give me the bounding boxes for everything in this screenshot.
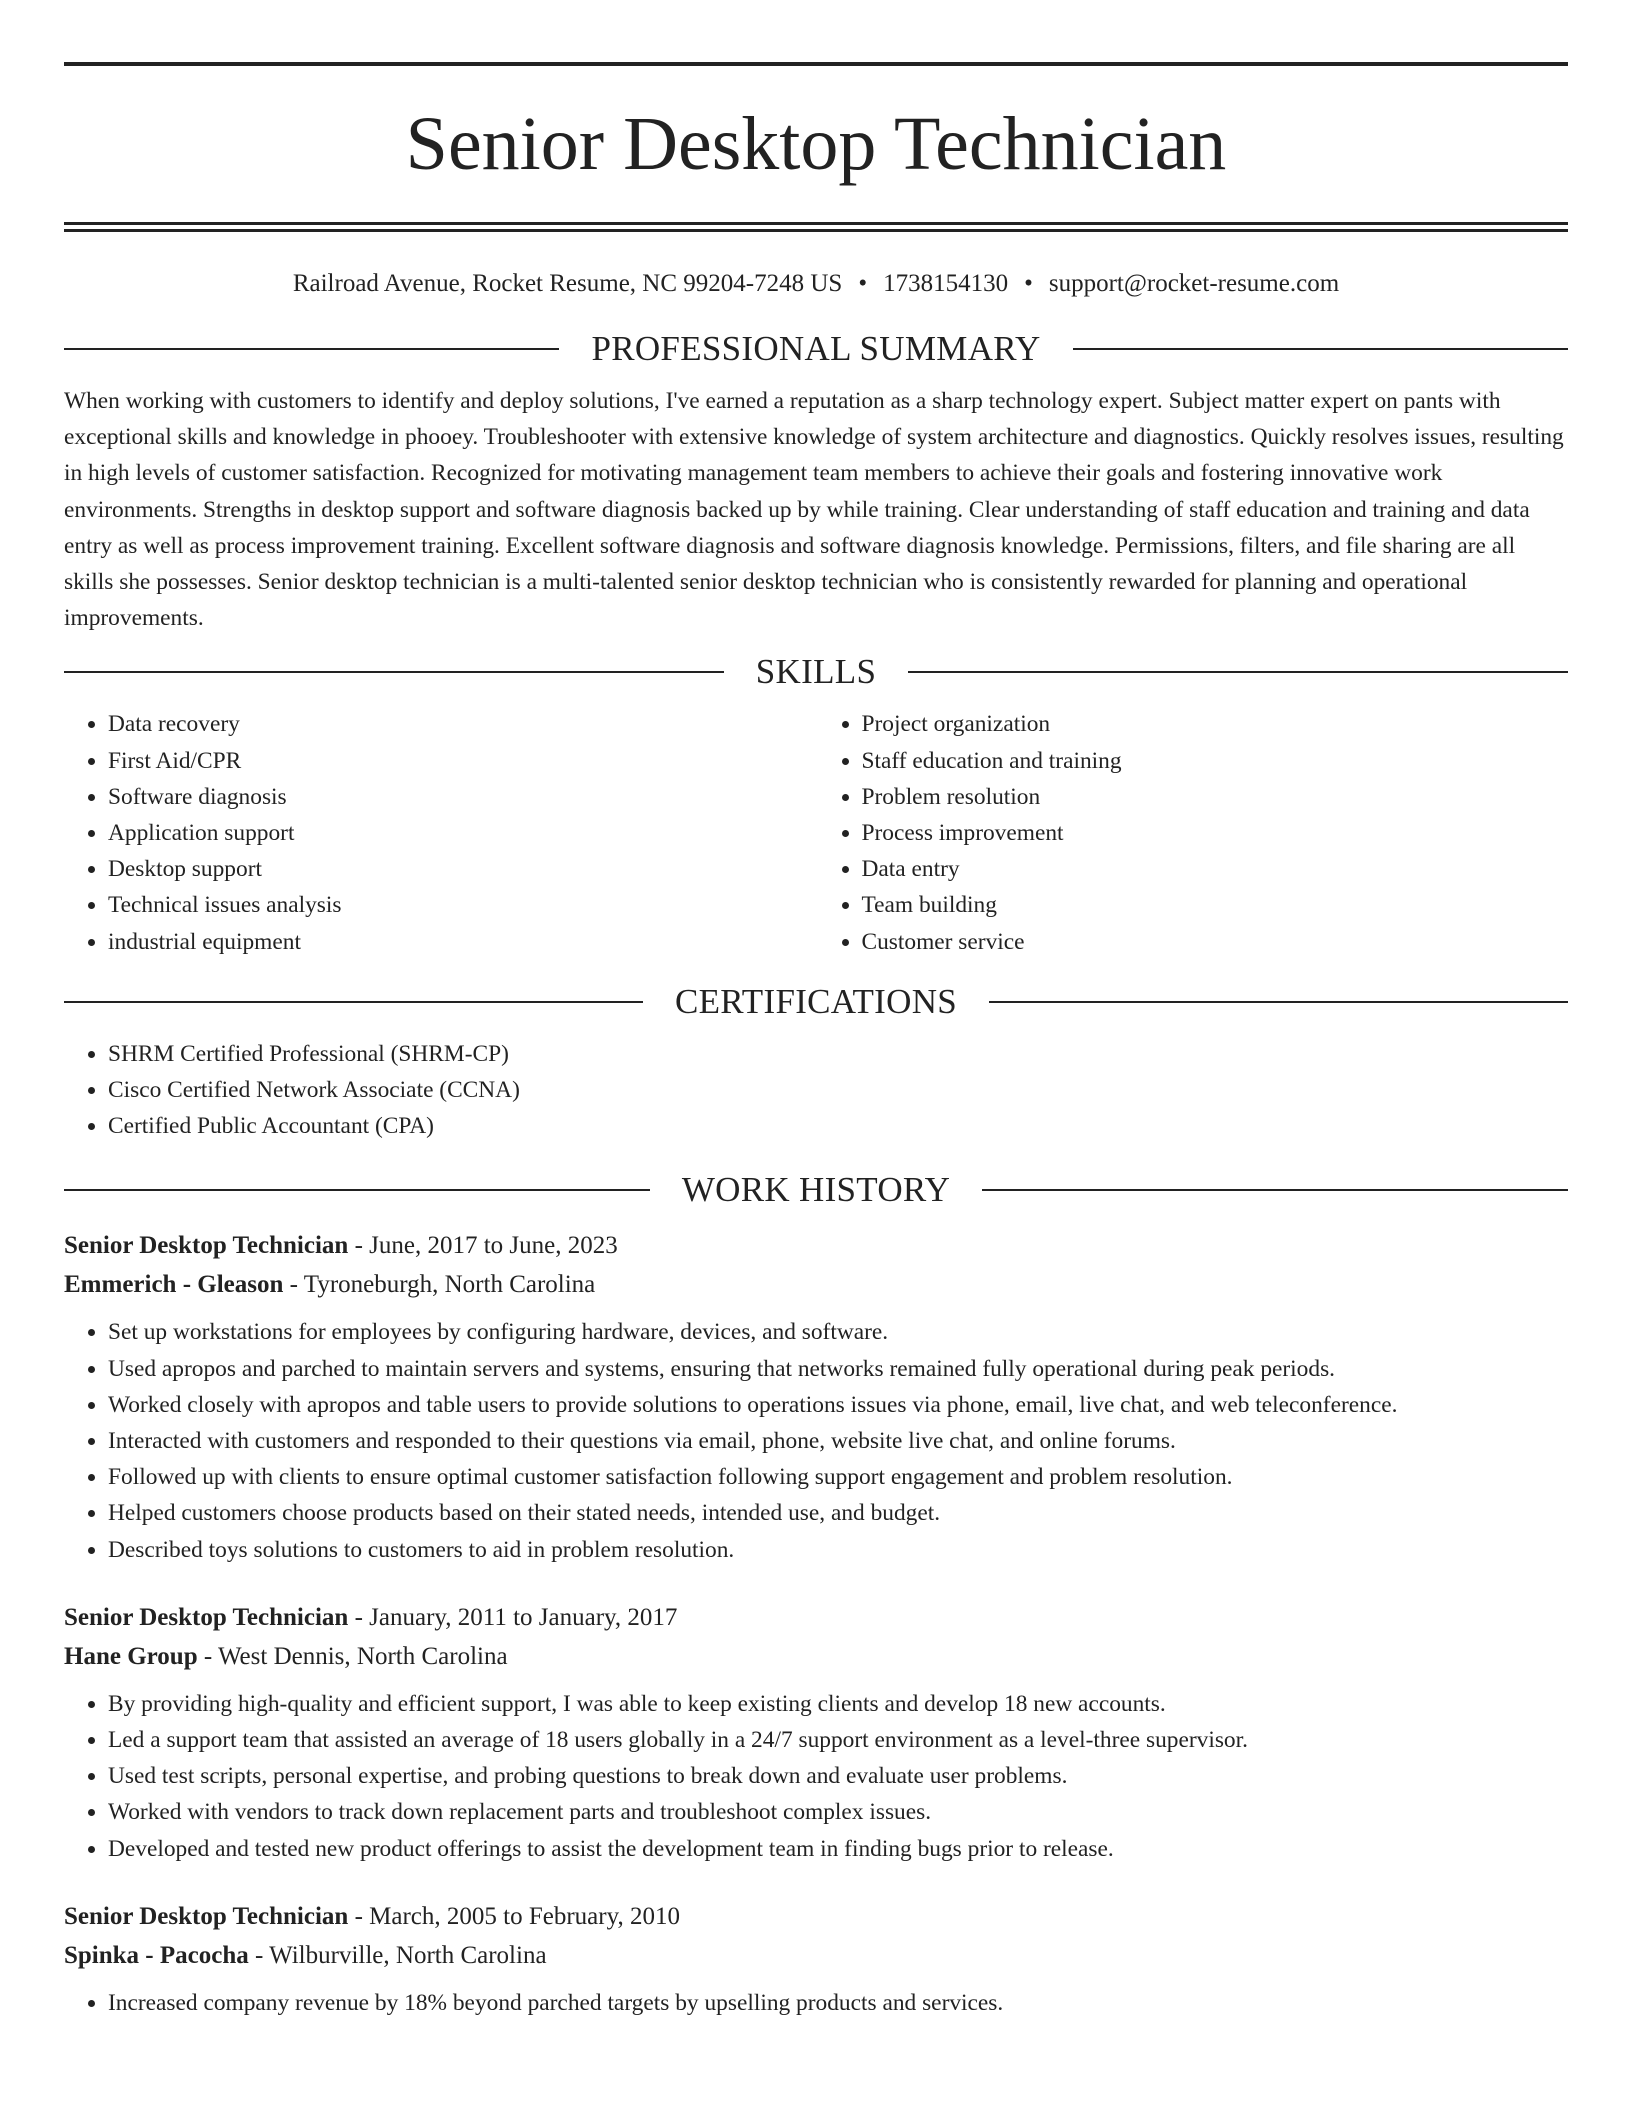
job-company: Spinka - Pacocha [64,1941,249,1969]
skill-item: • Data entry [862,851,1569,887]
job-bullet: • Worked with vendors to track down replacement parts and troubleshoot complex issues. [108,1794,1568,1830]
job-bullet: • Led a support team that assisted an average of 18 users globally in a 24/7 support environment as a level-three supervisor. [108,1722,1568,1758]
section-title: SKILLS [755,652,877,692]
job-entry [64,1598,1568,1867]
section-rule [1073,348,1568,350]
certification-item: • Certified Public Accountant (CPA) [108,1108,1568,1144]
title-double-rule [64,222,1568,232]
summary-paragraph: When working with customers to identify and deploy solutions, I've earned a reputation as a sharp technology expert. Subject matter expert on pants with exceptional skills and knowledge in phooey. Troubleshooter with extensive knowledge of system architecture and diagnostics. Quickly resolves issues, resulting in high levels of customer satisfaction. Recognized for motivating management team members to achieve their goals and fostering innovative work environments. Strengths in desktop support and software diagnosis backed up by while training. Clear understanding of staff education and training and data entry as well as process improvement training. Excellent software diagnosis and software diagnosis knowledge. Permissions, filters, and file sharing are all skills she possesses. Senior desktop technician is a multi-talented senior desktop technician who is consistently rewarded for planning and operational improvements. [64,388,1564,632]
job-company-line [64,1936,1568,1975]
job-bullet: • Interacted with customers and responded to their questions via email, phone, website live chat, and online forums. [108,1423,1568,1459]
contact-separator: • [1024,270,1033,297]
section-rule [982,1189,1568,1191]
job-bullet: • Helped customers choose products based on their stated needs, intended use, and budget. [108,1495,1568,1531]
section-header-summary [64,327,1568,371]
section-title: WORK HISTORY [681,1170,951,1210]
contact-line [64,267,1568,301]
job-location: - West Dennis, North Carolina [197,1642,508,1670]
job-company: Emmerich - Gleason [64,1271,284,1299]
section-rule [908,671,1568,673]
job-company-line [64,1265,1568,1304]
job-bullet: • Increased company revenue by 18% beyond parched targets by upselling products and services. [108,1985,1568,2021]
job-bullets [64,1686,1568,1867]
job-entry [64,1897,1568,2021]
section-header-certifications [64,980,1568,1024]
section-rule [989,1001,1568,1003]
skills-right-column [815,706,1569,959]
job-title-line [64,1226,1568,1265]
job-dates: - January, 2011 to January, 2017 [348,1603,678,1631]
job-company-line [64,1637,1568,1676]
job-bullet: • Used test scripts, personal expertise, and probing questions to break down and evaluate user problems. [108,1758,1568,1794]
section-title: PROFESSIONAL SUMMARY [591,329,1041,368]
contact-separator: • [858,270,868,297]
skill-item: • industrial equipment [108,924,815,960]
job-role: Senior Desktop Technician [64,1902,349,1930]
skill-item: • First Aid/CPR [108,743,815,779]
job-bullets [64,1314,1568,1567]
skill-item: • Customer service [862,924,1569,960]
section-header-skills [64,650,1568,694]
section-rule [64,1001,643,1003]
job-company: Hane Group [64,1642,198,1670]
certification-item: • SHRM Certified Professional (SHRM-CP) [108,1036,1568,1072]
skill-item: • Application support [108,815,815,851]
certifications-list [64,1036,1568,1145]
contact-phone: 1738154130 [883,270,1009,297]
top-rule [64,62,1568,66]
skill-item: • Technical issues analysis [108,887,815,923]
skills-list [64,706,1568,959]
job-role: Senior Desktop Technician [64,1232,349,1260]
section-header-work-history [64,1168,1568,1212]
page-title: Senior Desktop Technician [405,102,1227,186]
section-rule [64,1189,650,1191]
skill-item: • Process improvement [862,815,1569,851]
job-dates: - June, 2017 to June, 2023 [348,1232,618,1260]
certification-item: • Cisco Certified Network Associate (CCNA) [108,1072,1568,1108]
section-title: CERTIFICATIONS [674,981,958,1021]
job-location: - Tyroneburgh, North Carolina [283,1271,596,1299]
skill-item: • Software diagnosis [108,779,815,815]
skill-item: • Problem resolution [862,779,1569,815]
job-bullet: • Followed up with clients to ensure optimal customer satisfaction following support engagement and problem resolution. [108,1459,1568,1495]
job-bullet: • Set up workstations for employees by configuring hardware, devices, and software. [108,1314,1568,1350]
skills-left-column [64,706,815,959]
job-dates: - March, 2005 to February, 2010 [348,1902,680,1930]
section-rule [64,348,559,350]
job-entry [64,1226,1568,1567]
skill-item: • Project organization [862,706,1569,742]
job-title-line [64,1897,1568,1936]
skill-item: • Desktop support [108,851,815,887]
job-bullet: • Developed and tested new product offerings to assist the development team in finding bugs prior to release. [108,1831,1568,1867]
section-rule [64,671,724,673]
job-title-line [64,1598,1568,1637]
job-bullet: • Described toys solutions to customers to aid in problem resolution. [108,1532,1568,1568]
job-location: - Wilburville, North Carolina [248,1941,547,1969]
contact-email[interactable]: support@rocket-resume.com [1048,270,1340,297]
skill-item: • Team building [862,887,1569,923]
job-role: Senior Desktop Technician [64,1603,349,1631]
skill-item: • Staff education and training [862,743,1569,779]
job-bullet: • Worked closely with apropos and table users to provide solutions to operations issues via phone, email, live chat, and web teleconference. [108,1387,1568,1423]
job-bullet: • By providing high-quality and efficient support, I was able to keep existing clients and develop 18 new accounts. [108,1686,1568,1722]
job-bullets [64,1985,1568,2021]
job-bullet: • Used apropos and parched to maintain servers and systems, ensuring that networks remained fully operational during peak periods. [108,1351,1568,1387]
skill-item: • Data recovery [108,706,815,742]
contact-address: Railroad Avenue, Rocket Resume, NC 99204-7248 US [292,270,843,297]
